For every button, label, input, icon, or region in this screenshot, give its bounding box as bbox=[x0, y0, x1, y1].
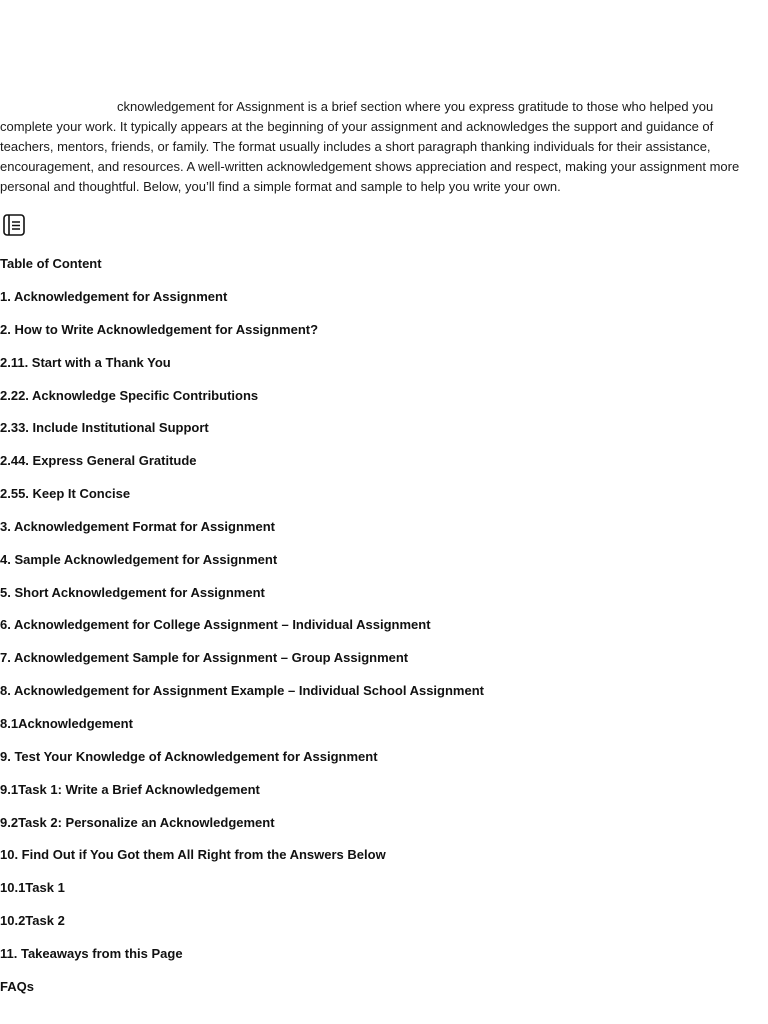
toc-item bbox=[0, 453, 484, 486]
table-of-contents-icon[interactable] bbox=[3, 214, 25, 236]
toc-item bbox=[0, 683, 484, 716]
toc-link[interactable]: 1. Acknowledgement for Assignment bbox=[0, 289, 228, 304]
toc-link[interactable]: 5. Short Acknowledgement for Assignment bbox=[0, 584, 265, 600]
toc-item bbox=[0, 420, 484, 453]
toc-item bbox=[0, 355, 484, 388]
toc-item bbox=[0, 650, 484, 683]
toc-link[interactable]: 4. Sample Acknowledgement for Assignment bbox=[0, 551, 278, 567]
toc-link[interactable]: 2.44. Express General Gratitude bbox=[0, 453, 197, 469]
toc-link[interactable]: 9.2Task 2: Personalize an Acknowledgement bbox=[0, 814, 275, 830]
toc-link[interactable]: FAQs bbox=[0, 978, 34, 994]
toc-item bbox=[0, 913, 484, 946]
toc-link[interactable]: 9.1Task 1: Write a Brief Acknowledgement bbox=[0, 781, 260, 797]
toc-item bbox=[0, 847, 484, 880]
toc-link[interactable]: 2.33. Include Institutional Support bbox=[0, 420, 209, 436]
intro-text: cknowledgement for Assignment is a brief section where you express gratitude to those who helped you complete your work. It typically appears at the beginning of your assignment and acknowledges the support and guidance of teachers, mentors, friends, or family. The format usually includes a short paragraph thanking individuals for their assistance, encouragement, and resources. A well-written acknowledgement shows appreciation and respect, making your assignment more personal and thoughtful. Below, you’ll find a simple format and sample to help you write your own. bbox=[0, 99, 740, 194]
toc-item bbox=[0, 585, 484, 618]
toc-item bbox=[0, 749, 484, 782]
toc-item bbox=[0, 979, 484, 1012]
toc-link[interactable]: 11. Takeaways from this Page bbox=[0, 945, 183, 961]
toc-item bbox=[0, 815, 484, 848]
toc-link[interactable]: 3. Acknowledgement Format for Assignment bbox=[0, 518, 275, 534]
toc-link[interactable]: 2. How to Write Acknowledgement for Assignment? bbox=[0, 321, 319, 337]
toc-link[interactable]: 7. Acknowledgement Sample for Assignment – Group Assignment bbox=[0, 650, 409, 666]
toc-item bbox=[0, 388, 484, 421]
toc-title: Table of Content bbox=[0, 256, 102, 271]
toc-link[interactable]: 2.11. Start with a Thank You bbox=[0, 354, 171, 370]
toc-item bbox=[0, 716, 484, 749]
toc-item bbox=[0, 519, 484, 552]
toc-item bbox=[0, 322, 484, 355]
toc-item bbox=[0, 552, 484, 585]
toc-item bbox=[0, 289, 484, 322]
toc-item bbox=[0, 486, 484, 519]
toc-item bbox=[0, 617, 484, 650]
toc-link[interactable]: 8.1Acknowledgement bbox=[0, 715, 133, 731]
toc-list bbox=[0, 289, 484, 1012]
toc-link[interactable]: 6. Acknowledgement for College Assignment – Individual Assignment bbox=[0, 617, 431, 633]
toc-link[interactable]: 8. Acknowledgement for Assignment Example – Individual School Assignment bbox=[0, 683, 484, 699]
toc-link[interactable]: 10.2Task 2 bbox=[0, 913, 65, 929]
toc-link[interactable]: 2.22. Acknowledge Specific Contributions bbox=[0, 387, 259, 403]
toc-link[interactable]: 10.1Task 1 bbox=[0, 880, 65, 896]
toc-link[interactable]: 2.55. Keep It Concise bbox=[0, 486, 131, 502]
toc-item bbox=[0, 782, 484, 815]
toc-item bbox=[0, 880, 484, 913]
toc-item bbox=[0, 946, 484, 979]
toc-link[interactable]: 10. Find Out if You Got them All Right from the Answers Below bbox=[0, 847, 386, 863]
intro-paragraph bbox=[0, 97, 762, 197]
toc-link[interactable]: 9. Test Your Knowledge of Acknowledgement for Assignment bbox=[0, 748, 378, 764]
